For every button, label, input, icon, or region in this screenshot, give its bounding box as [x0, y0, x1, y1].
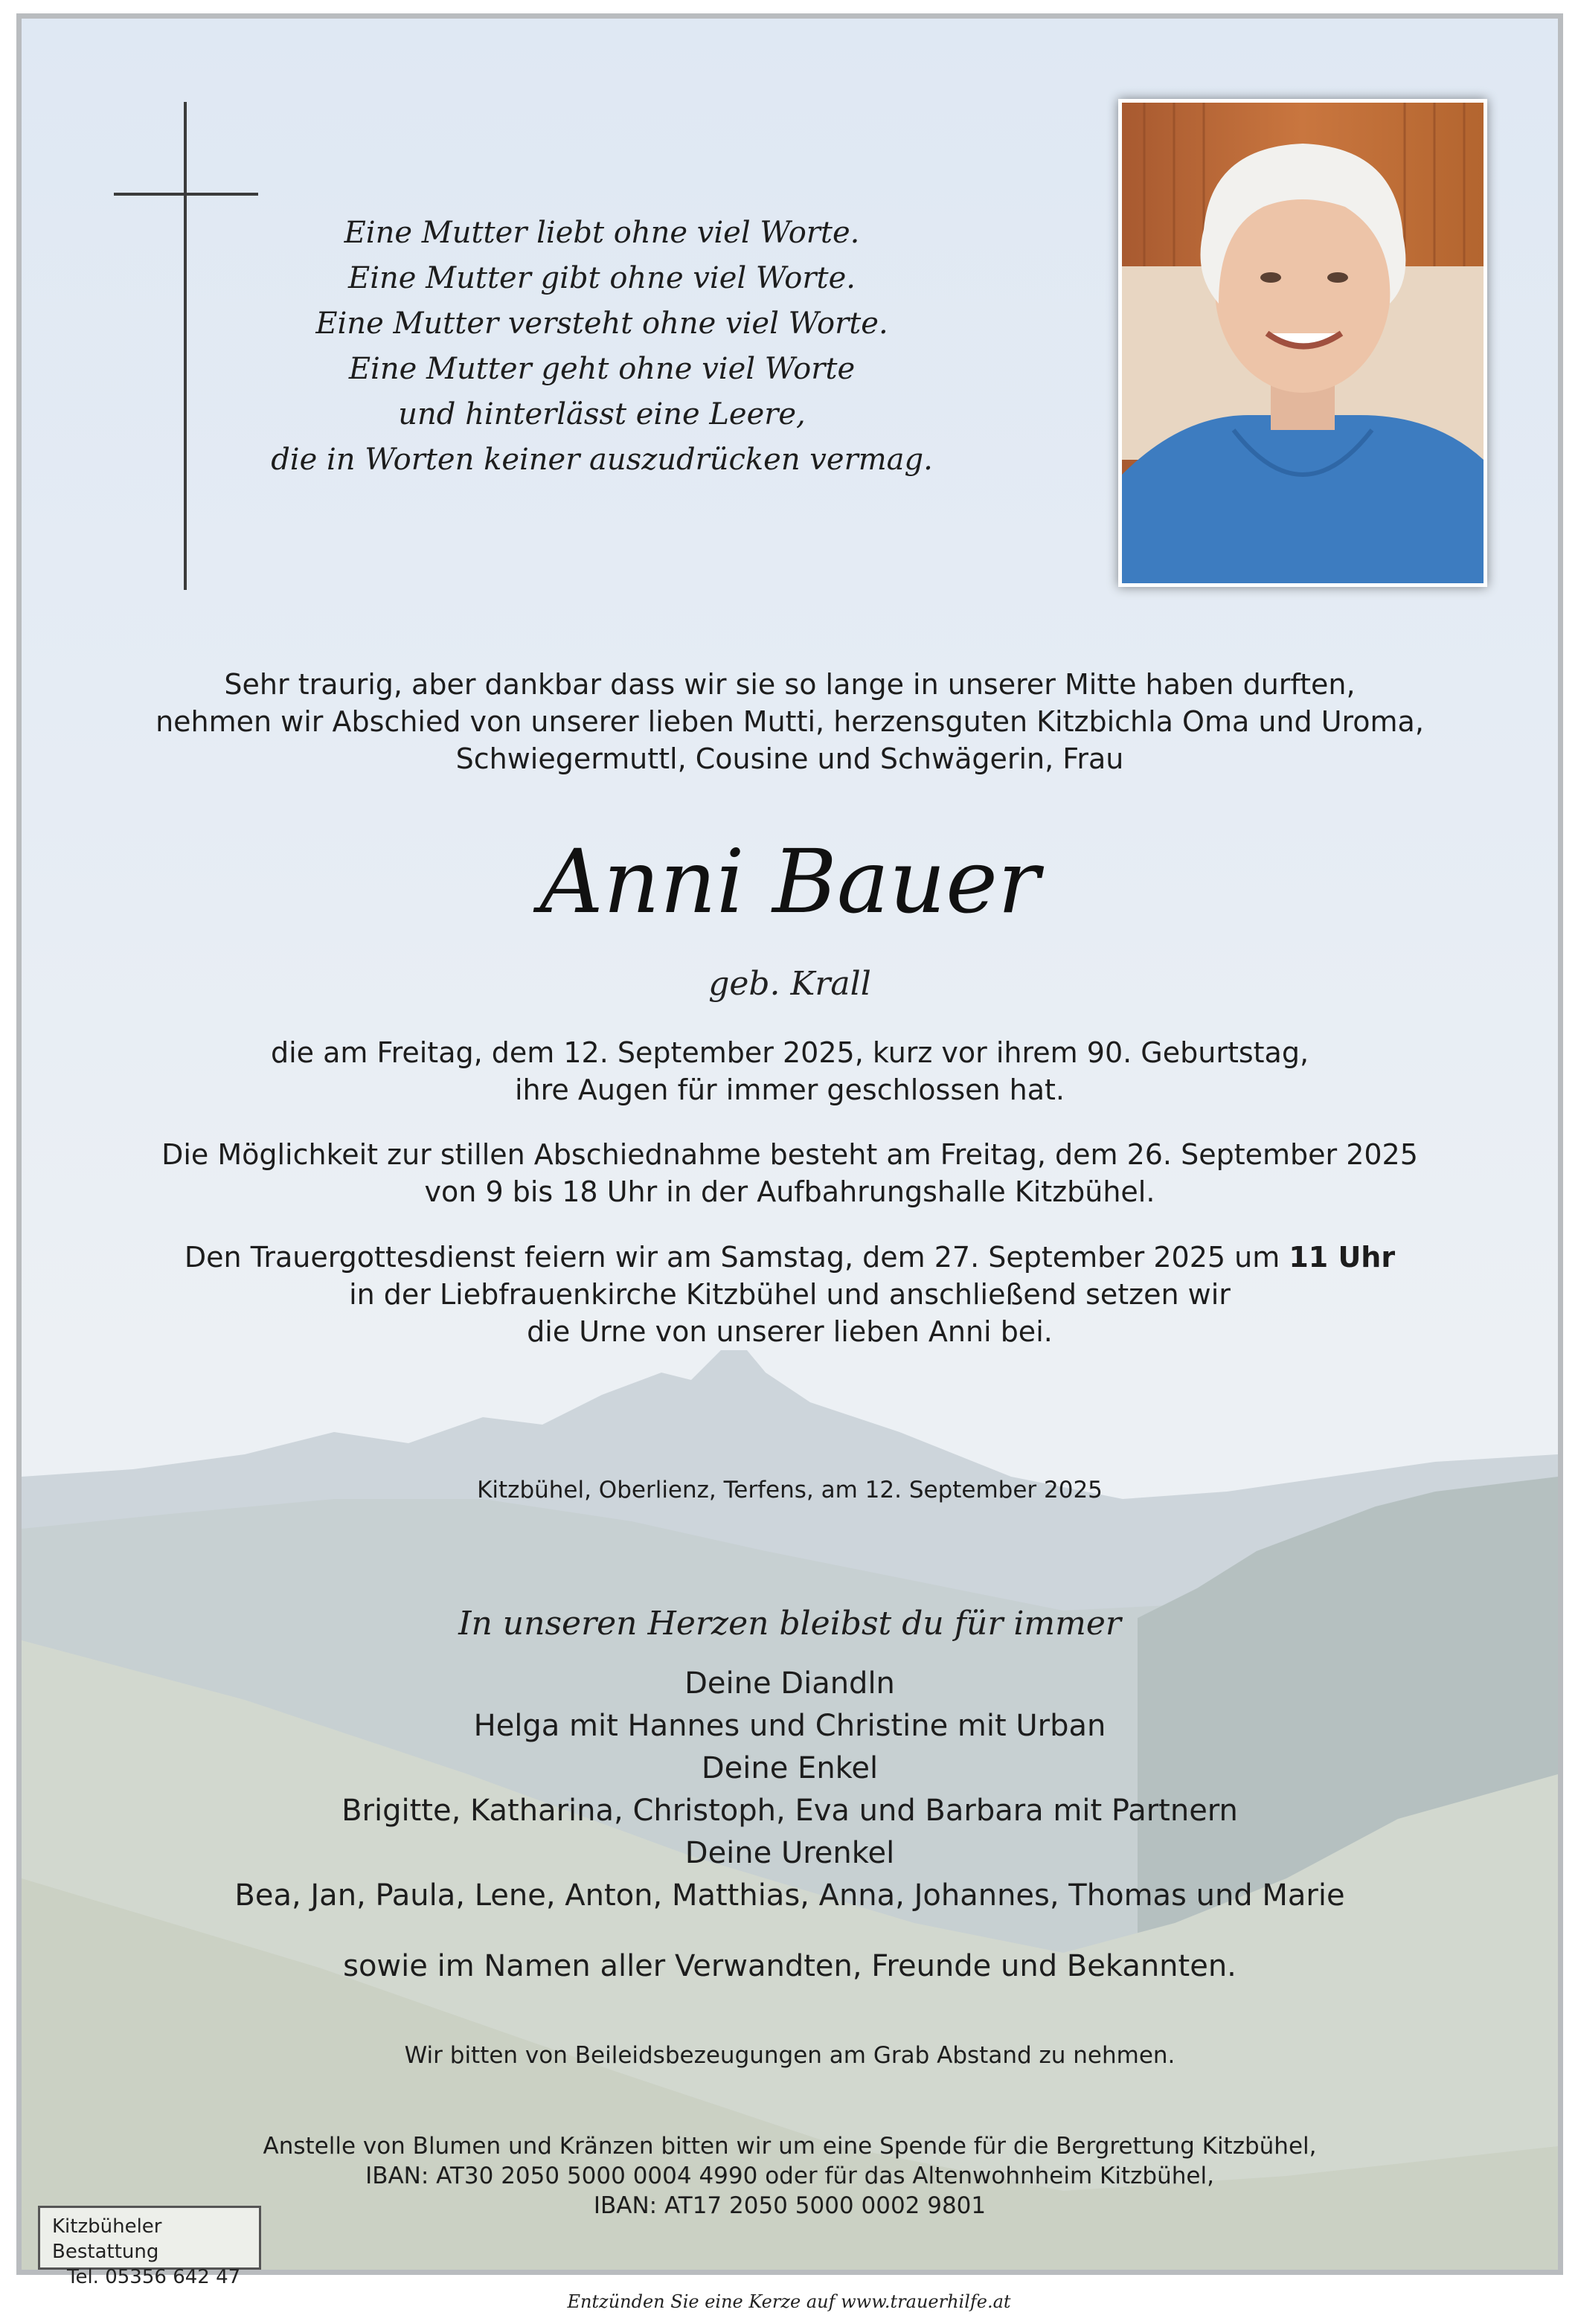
cross-horizontal-bar	[114, 193, 258, 196]
family-list	[22, 1663, 1558, 1917]
family-line: Helga mit Hannes und Christine mit Urban	[473, 1709, 1106, 1743]
service-time: 11 Uhr	[1289, 1241, 1396, 1274]
service-line	[22, 1239, 1558, 1276]
service-line-start: Den Trauergottesdienst feiern wir am Samstag, dem 27. September 2025 um	[184, 1241, 1289, 1274]
footer-link[interactable]: Entzünden Sie eine Kerze auf www.trauerhilfe.at	[567, 2291, 1011, 2312]
intro-text	[22, 666, 1558, 777]
portrait-photo	[1118, 99, 1487, 587]
donation-line: Anstelle von Blumen und Kränzen bitten wir um eine Spende für die Bergrettung Kitzbühel,	[263, 2133, 1317, 2160]
poem	[230, 211, 974, 483]
viewing-line: von 9 bis 18 Uhr in der Aufbahrungshalle Kitzbühel.	[424, 1175, 1155, 1208]
intro-line: Schwiegermuttl, Cousine und Schwägerin, Frau	[455, 742, 1124, 775]
maiden-name: geb. Krall	[708, 965, 871, 1003]
family-line: Bea, Jan, Paula, Lene, Anton, Matthias, Anna, Johannes, Thomas und Marie	[234, 1878, 1345, 1913]
viewing-line: Die Möglichkeit zur stillen Abschiednahme besteht am Freitag, dem 26. September 2025	[161, 1138, 1418, 1171]
donation-line: IBAN: AT30 2050 5000 0004 4990 oder für das Altenwohnheim Kitzbühel,	[365, 2163, 1214, 2189]
family-line: Brigitte, Katharina, Christoph, Eva und Barbara mit Partnern	[341, 1794, 1238, 1828]
intro-line: Sehr traurig, aber dankbar dass wir sie so lange in unserer Mitte haben durften,	[224, 668, 1356, 701]
poem-line: Eine Mutter gibt ohne viel Worte.	[348, 261, 856, 295]
undertaker-logo	[38, 2206, 261, 2288]
death-line: ihre Augen für immer geschlossen hat.	[514, 1073, 1065, 1106]
family-line: Deine Diandln	[684, 1666, 895, 1701]
poem-line: und hinterlässt eine Leere,	[398, 397, 806, 431]
service-info	[22, 1239, 1558, 1350]
deceased-name: Anni Bauer	[539, 830, 1040, 933]
poem-line: Eine Mutter geht ohne viel Worte	[348, 352, 856, 386]
undertaker-name: Kitzbüheler Bestattung	[52, 2215, 162, 2263]
death-announcement	[22, 1034, 1558, 1108]
motto: In unseren Herzen bleibst du für immer	[458, 1605, 1121, 1643]
condolence-note: Wir bitten von Beileidsbezeugungen am Grab Abstand zu nehmen.	[404, 2042, 1176, 2069]
portrait-illustration	[1122, 103, 1484, 583]
intro-line: nehmen wir Abschied von unserer lieben Mutti, herzensguten Kitzbichla Oma und Uroma,	[155, 705, 1424, 738]
family-line: Deine Urenkel	[684, 1836, 895, 1870]
service-line: die Urne von unserer lieben Anni bei.	[527, 1315, 1053, 1348]
undertaker-phone: Tel. 05356 642 47	[67, 2266, 241, 2288]
donation-line: IBAN: AT17 2050 5000 0002 9801	[593, 2192, 987, 2219]
poem-line: Eine Mutter versteht ohne viel Worte.	[315, 306, 888, 341]
poem-line: Eine Mutter liebt ohne viel Worte.	[344, 216, 860, 250]
death-line: die am Freitag, dem 12. September 2025, kurz vor ihrem 90. Geburtstag,	[270, 1036, 1309, 1069]
viewing-info	[22, 1136, 1558, 1210]
cross-vertical-bar	[184, 102, 187, 590]
poem-line: die in Worten keiner auszudrücken vermag.	[271, 443, 933, 477]
obituary-frame	[16, 13, 1563, 2288]
place-date: Kitzbühel, Oberlienz, Terfens, am 12. September 2025	[477, 1477, 1103, 1503]
family-line: Deine Enkel	[701, 1751, 879, 1785]
service-line: in der Liebfrauenkirche Kitzbühel und anschließend setzen wir	[349, 1278, 1231, 1311]
on-behalf: sowie im Namen aller Verwandten, Freunde und Bekannten.	[343, 1949, 1237, 1983]
